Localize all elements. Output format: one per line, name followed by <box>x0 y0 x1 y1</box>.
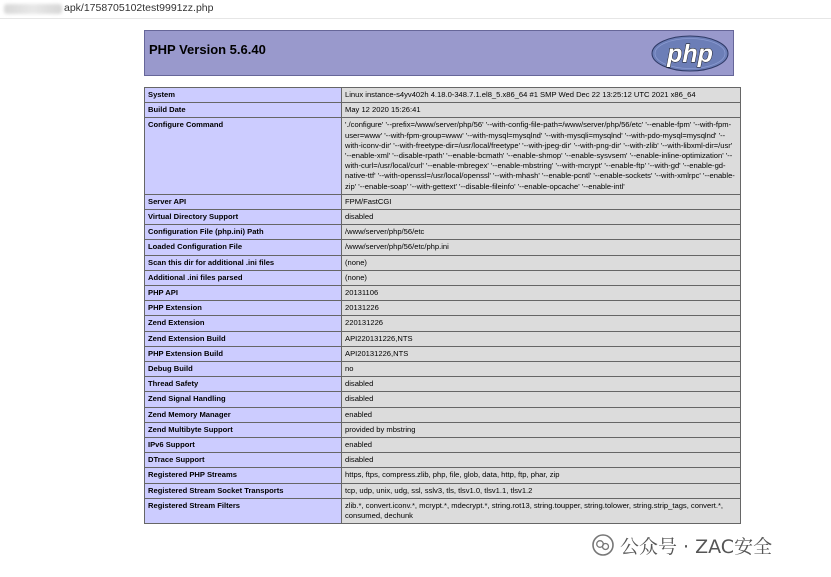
row-key: PHP Extension <box>145 301 342 316</box>
php-logo-text: php <box>667 40 713 68</box>
row-value: API220131226,NTS <box>342 331 741 346</box>
table-row <box>145 240 741 255</box>
row-value: 20131226 <box>342 301 741 316</box>
row-key: Thread Safety <box>145 377 342 392</box>
table-row <box>145 316 741 331</box>
row-value: disabled <box>342 377 741 392</box>
row-key: Registered PHP Streams <box>145 468 342 483</box>
table-row <box>145 286 741 301</box>
row-value: enabled <box>342 438 741 453</box>
row-key: PHP Extension Build <box>145 346 342 361</box>
row-value: enabled <box>342 407 741 422</box>
row-value: 20131106 <box>342 286 741 301</box>
row-value: May 12 2020 15:26:41 <box>342 103 741 118</box>
table-row <box>145 210 741 225</box>
table-row <box>145 407 741 422</box>
row-value: FPM/FastCGI <box>342 194 741 209</box>
table-row <box>145 331 741 346</box>
row-value: /www/server/php/56/etc/php.ini <box>342 240 741 255</box>
row-key: IPv6 Support <box>145 438 342 453</box>
url-text[interactable]: apk/1758705102test9991zz.php <box>64 2 214 14</box>
row-value: disabled <box>342 392 741 407</box>
phpinfo-table <box>144 87 741 524</box>
table-row <box>145 346 741 361</box>
table-row <box>145 392 741 407</box>
table-row <box>145 468 741 483</box>
table-row <box>145 483 741 498</box>
row-key: Build Date <box>145 103 342 118</box>
row-key: Zend Signal Handling <box>145 392 342 407</box>
row-key: System <box>145 88 342 103</box>
watermark <box>592 532 772 558</box>
table-row <box>145 453 741 468</box>
browser-address-bar[interactable] <box>0 0 831 19</box>
table-row <box>145 225 741 240</box>
row-value: (none) <box>342 270 741 285</box>
row-value: disabled <box>342 210 741 225</box>
table-row <box>145 194 741 209</box>
row-key: PHP API <box>145 286 342 301</box>
table-row <box>145 362 741 377</box>
table-row <box>145 118 741 194</box>
row-key: Zend Extension Build <box>145 331 342 346</box>
row-value: './configure' '--prefix=/www/server/php/56' '--with-config-file-path=/www/server/php/56/etc' '--enable-fpm' '--with-fpm-user=www' '--with-fpm-group=www' '--with-mysql=mysqlnd' '--with-mysqli=mysqlnd' '--with-pdo-mysql=mysqlnd' '--with-iconv-dir' '--with-freetype-dir=/usr/local/freetype' '--with-jpeg-dir' '--with-png-dir' '--with-zlib' '--with-libxml-dir=/usr' '--enable-xml' '--disable-rpath' '--enable-bcmath' '--enable-shmop' '--enable-sysvsem' '--enable-inline-optimization' '--with-curl=/usr/local/curl' '--enable-mbregex' '--enable-mbstring' '--with-mcrypt' '--enable-ftp' '--with-gd' '--enable-gd-native-ttf' '--with-openssl=/usr/local/openssl' '--with-mhash' '--enable-pcntl' '--enable-sockets' '--with-xmlrpc' '--enable-zip' '--enable-soap' '--with-gettext' '--disable-fileinfo' '--enable-opcache' '--enable-intl' <box>342 118 741 194</box>
row-key: Additional .ini files parsed <box>145 270 342 285</box>
table-row <box>145 88 741 103</box>
row-key: Configure Command <box>145 118 342 194</box>
row-key: Registered Stream Filters <box>145 498 342 523</box>
table-row <box>145 438 741 453</box>
row-key: Zend Multibyte Support <box>145 422 342 437</box>
row-value: (none) <box>342 255 741 270</box>
wechat-icon <box>592 534 614 556</box>
row-key: Zend Extension <box>145 316 342 331</box>
url-redacted-prefix <box>4 4 62 14</box>
row-value: API20131226,NTS <box>342 346 741 361</box>
page-title: PHP Version 5.6.40 <box>149 42 266 57</box>
row-key: Configuration File (php.ini) Path <box>145 225 342 240</box>
table-row <box>145 255 741 270</box>
table-row <box>145 498 741 523</box>
row-value: no <box>342 362 741 377</box>
phpinfo-header <box>144 30 734 76</box>
row-value: provided by mbstring <box>342 422 741 437</box>
table-row <box>145 103 741 118</box>
php-logo-icon <box>651 35 729 72</box>
row-value: Linux instance-s4yv402h 4.18.0-348.7.1.el8_5.x86_64 #1 SMP Wed Dec 22 13:25:12 UTC 2021 x86_64 <box>342 88 741 103</box>
row-value: https, ftps, compress.zlib, php, file, glob, data, http, ftp, phar, zip <box>342 468 741 483</box>
row-value: tcp, udp, unix, udg, ssl, sslv3, tls, tlsv1.0, tlsv1.1, tlsv1.2 <box>342 483 741 498</box>
row-key: Scan this dir for additional .ini files <box>145 255 342 270</box>
row-key: Server API <box>145 194 342 209</box>
table-row <box>145 422 741 437</box>
row-key: Debug Build <box>145 362 342 377</box>
row-value: zlib.*, convert.iconv.*, mcrypt.*, mdecrypt.*, string.rot13, string.toupper, string.tolower, string.strip_tags, convert.*, consumed, dechunk <box>342 498 741 523</box>
row-value: disabled <box>342 453 741 468</box>
row-key: Virtual Directory Support <box>145 210 342 225</box>
table-row <box>145 270 741 285</box>
row-key: Zend Memory Manager <box>145 407 342 422</box>
watermark-text: 公众号 · ZAC安全 <box>620 535 773 558</box>
table-row <box>145 377 741 392</box>
row-key: Registered Stream Socket Transports <box>145 483 342 498</box>
row-value: 220131226 <box>342 316 741 331</box>
row-key: Loaded Configuration File <box>145 240 342 255</box>
table-row <box>145 301 741 316</box>
row-key: DTrace Support <box>145 453 342 468</box>
row-value: /www/server/php/56/etc <box>342 225 741 240</box>
